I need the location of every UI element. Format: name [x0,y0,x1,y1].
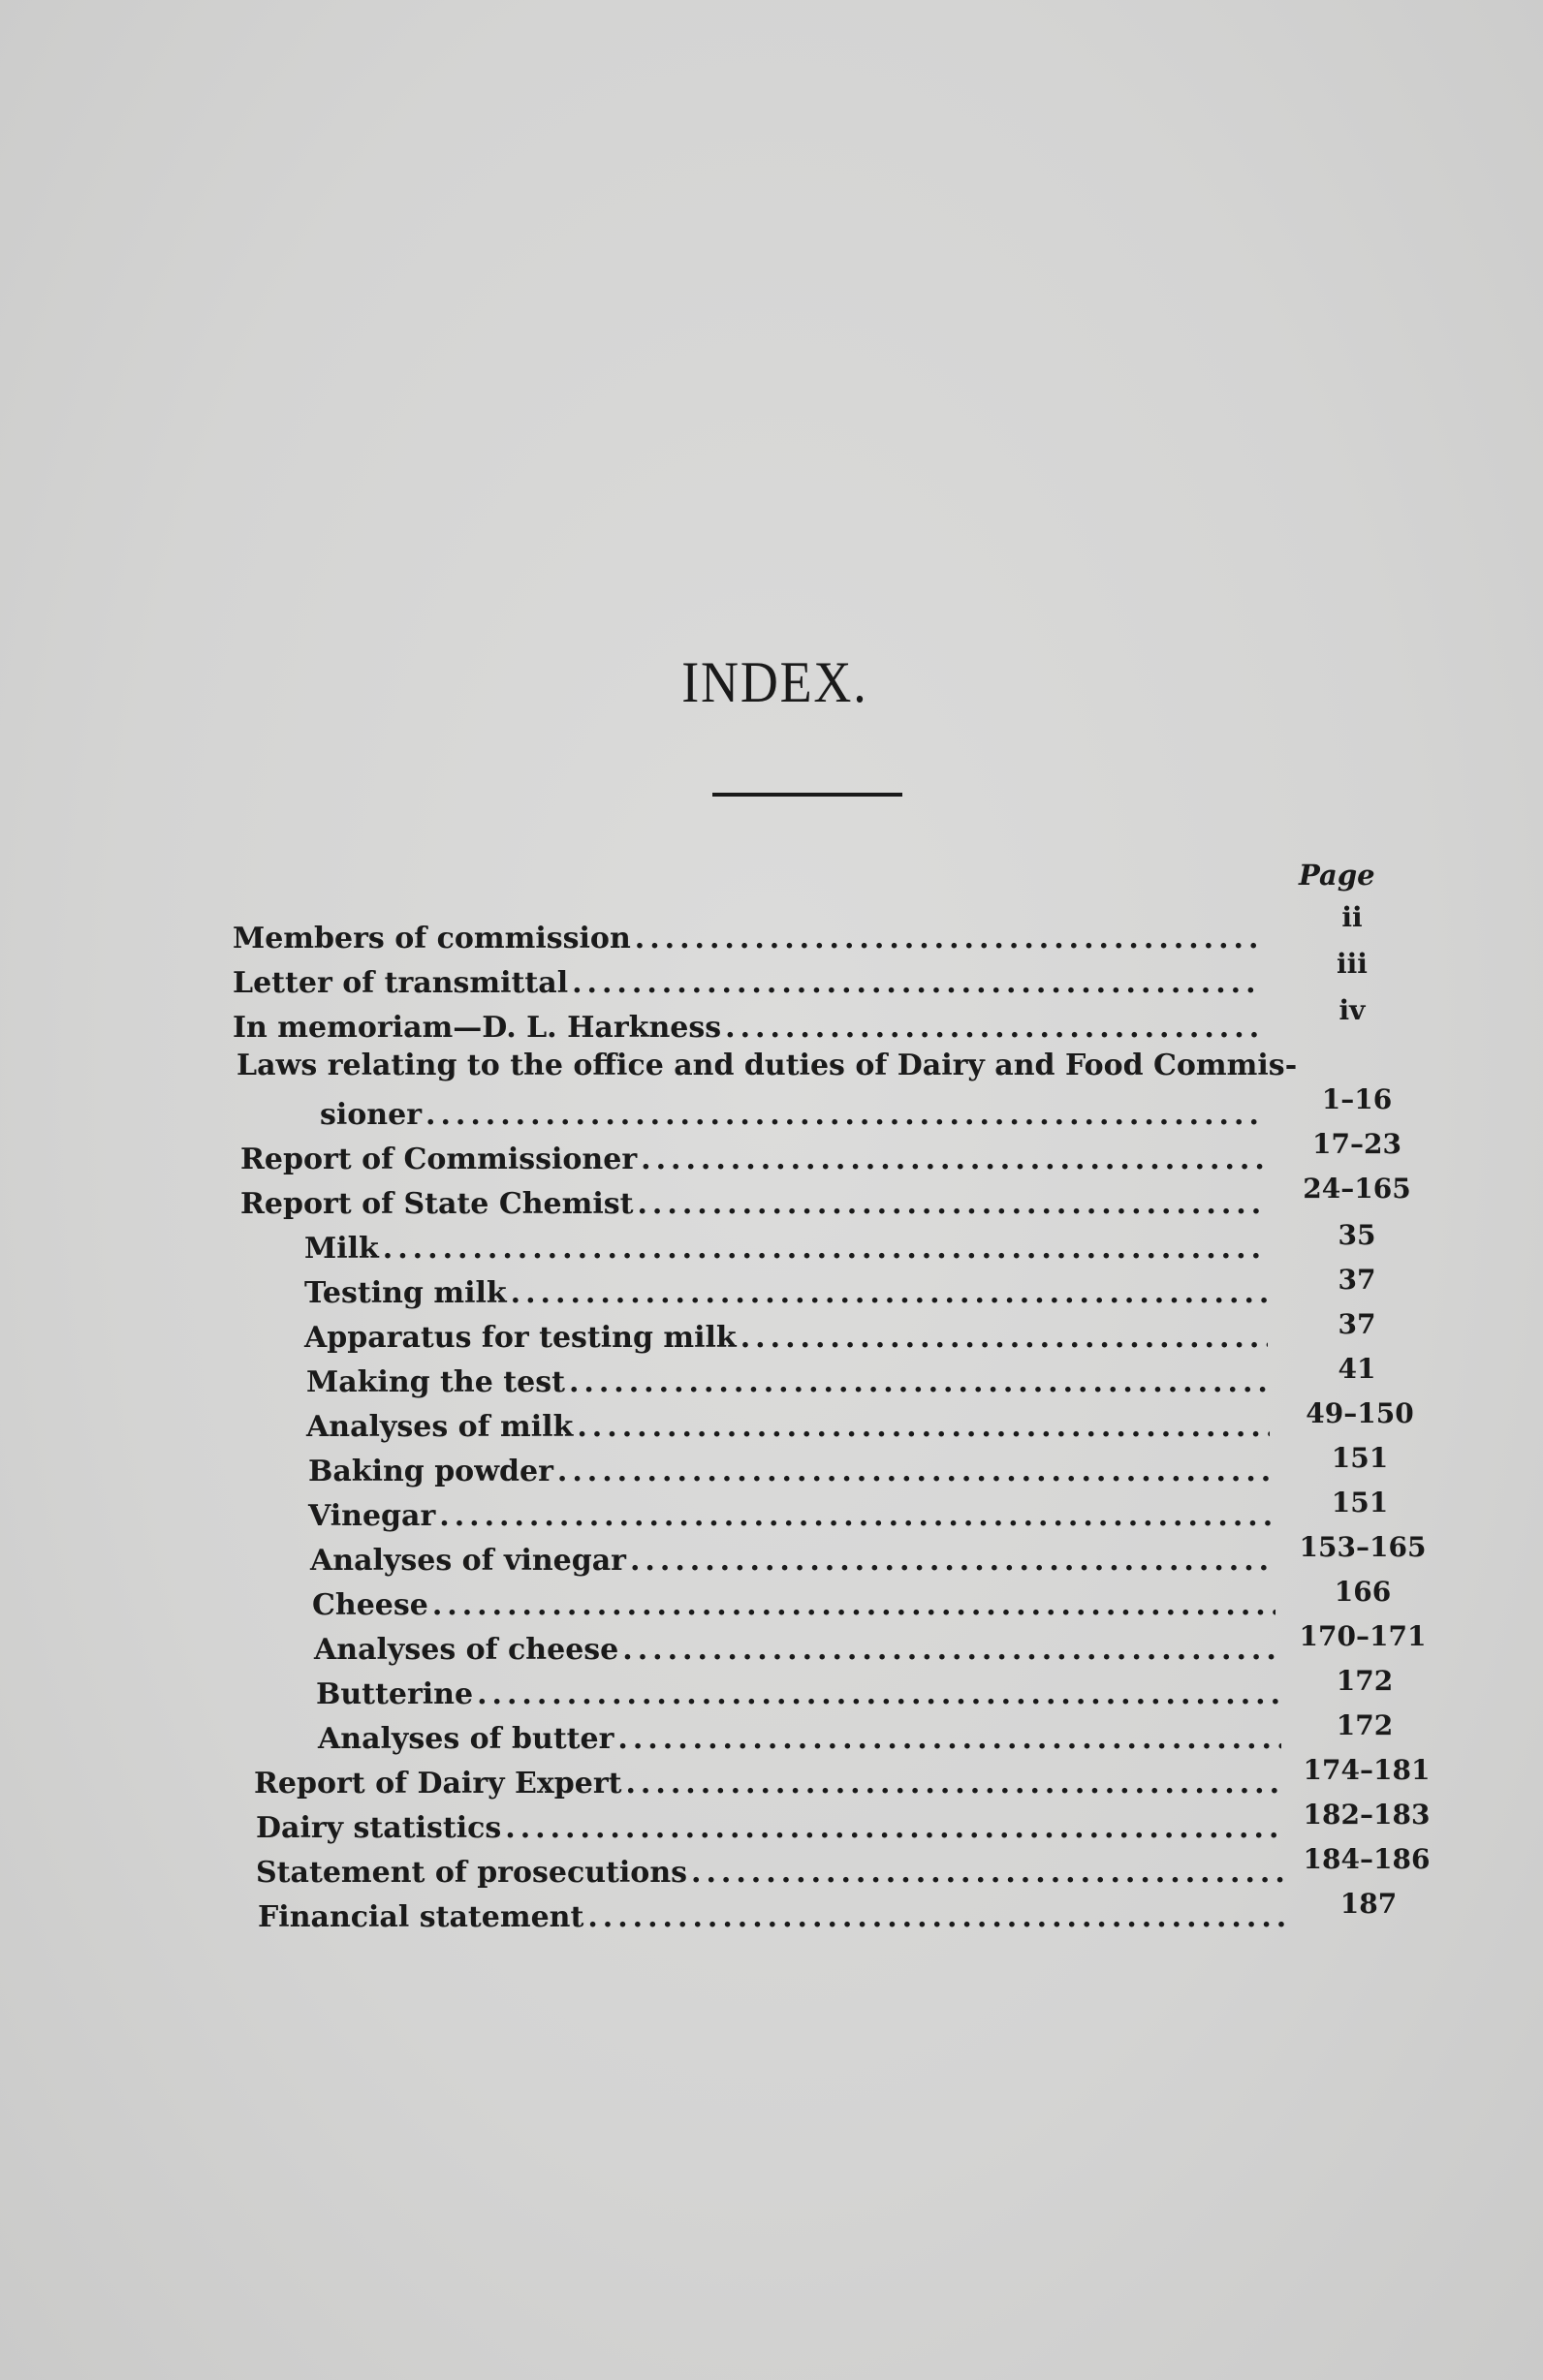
leader-dots [432,1588,1275,1622]
entry-label: Report of Commissioner [240,1143,638,1176]
entry-page: 170–171 [1299,1620,1427,1652]
index-entry [256,1801,1283,1845]
entry-page: 151 [1331,1487,1389,1519]
entry-label: Testing milk [304,1276,507,1310]
leader-dots [569,1365,1270,1399]
entry-page: 49–150 [1306,1397,1414,1429]
entry-page: 17–23 [1312,1128,1401,1160]
entry-page: 37 [1338,1264,1376,1296]
page-column-label: Page [1299,859,1375,892]
leader-dots [587,1900,1285,1934]
entry-page: 166 [1334,1576,1392,1608]
index-entry [306,1399,1270,1444]
entry-page: 1–16 [1321,1083,1393,1115]
entry-label: Financial statement [258,1900,584,1934]
leader-dots [477,1677,1279,1711]
leader-dots [622,1633,1277,1667]
entry-page: iv [1338,994,1366,1026]
entry-label: Statement of prosecutions [256,1856,688,1890]
index-entry [320,1087,1265,1132]
leader-dots [425,1098,1265,1132]
entry-page: 35 [1338,1219,1376,1251]
entry-page: 172 [1336,1665,1394,1697]
entry-label: In memoriam—D. L. Harkness [233,1011,722,1045]
index-entry [254,1756,1281,1801]
entry-label: Members of commission [233,922,631,955]
entry-label: Cheese [312,1588,428,1622]
index-entry [308,1488,1272,1533]
index-entry [304,1310,1268,1355]
page-title: INDEX. [681,650,868,714]
leader-dots [691,1856,1283,1890]
leader-dots [439,1499,1272,1533]
entry-page: 174–181 [1303,1754,1431,1786]
title-rule [712,793,902,797]
index-entry [304,1266,1268,1310]
index-entry [310,1533,1274,1578]
index-entry [233,911,1260,955]
entry-label-continuation: sioner [320,1098,422,1132]
leader-dots [572,966,1260,1000]
leader-dots [557,1455,1272,1488]
index-entry [233,1000,1260,1045]
entry-page: 151 [1331,1442,1389,1474]
index-entry [233,955,1260,1000]
entry-page: 184–186 [1303,1843,1431,1875]
entry-label: Milk [304,1232,379,1266]
entry-page: 24–165 [1303,1173,1411,1205]
index-entry [256,1845,1283,1890]
index-entry [318,1711,1281,1756]
entry-label: Analyses of butter [318,1722,614,1756]
entry-label: Letter of transmittal [233,966,569,1000]
entry-label: Apparatus for testing milk [304,1321,737,1355]
leader-dots [511,1276,1268,1310]
index-entry [304,1221,1268,1266]
index-entry [240,1176,1268,1221]
entry-label: Analyses of milk [306,1410,574,1444]
entry-page: 182–183 [1303,1799,1431,1831]
leader-dots [725,1011,1260,1045]
entry-page: 41 [1338,1353,1376,1385]
entry-label: Vinegar [308,1499,436,1533]
leader-dots [505,1811,1283,1845]
entry-label: Dairy statistics [256,1811,502,1845]
index-entry [316,1667,1279,1711]
index-entry [306,1355,1270,1399]
leader-dots [577,1410,1270,1444]
leader-dots [740,1321,1268,1355]
entry-page: iii [1337,948,1368,980]
index-entry [258,1890,1285,1934]
entry-page: ii [1341,901,1363,933]
entry-label: Report of State Chemist [240,1187,634,1221]
entry-label: Laws relating to the office and duties of Dairy and Food Commis- [236,1049,1298,1082]
leader-dots [637,1187,1268,1221]
entry-page: 37 [1338,1308,1376,1340]
leader-dots [625,1767,1281,1801]
entry-page: 172 [1336,1709,1394,1741]
entry-page: 153–165 [1299,1531,1427,1563]
index-entry [314,1622,1277,1667]
entry-label: Analyses of vinegar [310,1544,626,1578]
leader-dots [641,1143,1268,1176]
index-entry [312,1578,1275,1622]
leader-dots [635,922,1260,955]
entry-label: Butterine [316,1677,474,1711]
leader-dots [617,1722,1281,1756]
entry-label: Analyses of cheese [314,1633,619,1667]
index-entry [240,1132,1268,1176]
entry-label: Report of Dairy Expert [254,1767,622,1801]
leader-dots [630,1544,1274,1578]
entry-label: Baking powder [308,1455,553,1488]
index-entry [308,1444,1272,1488]
leader-dots [383,1232,1268,1266]
entry-page: 187 [1339,1888,1398,1920]
entry-label: Making the test [306,1365,565,1399]
